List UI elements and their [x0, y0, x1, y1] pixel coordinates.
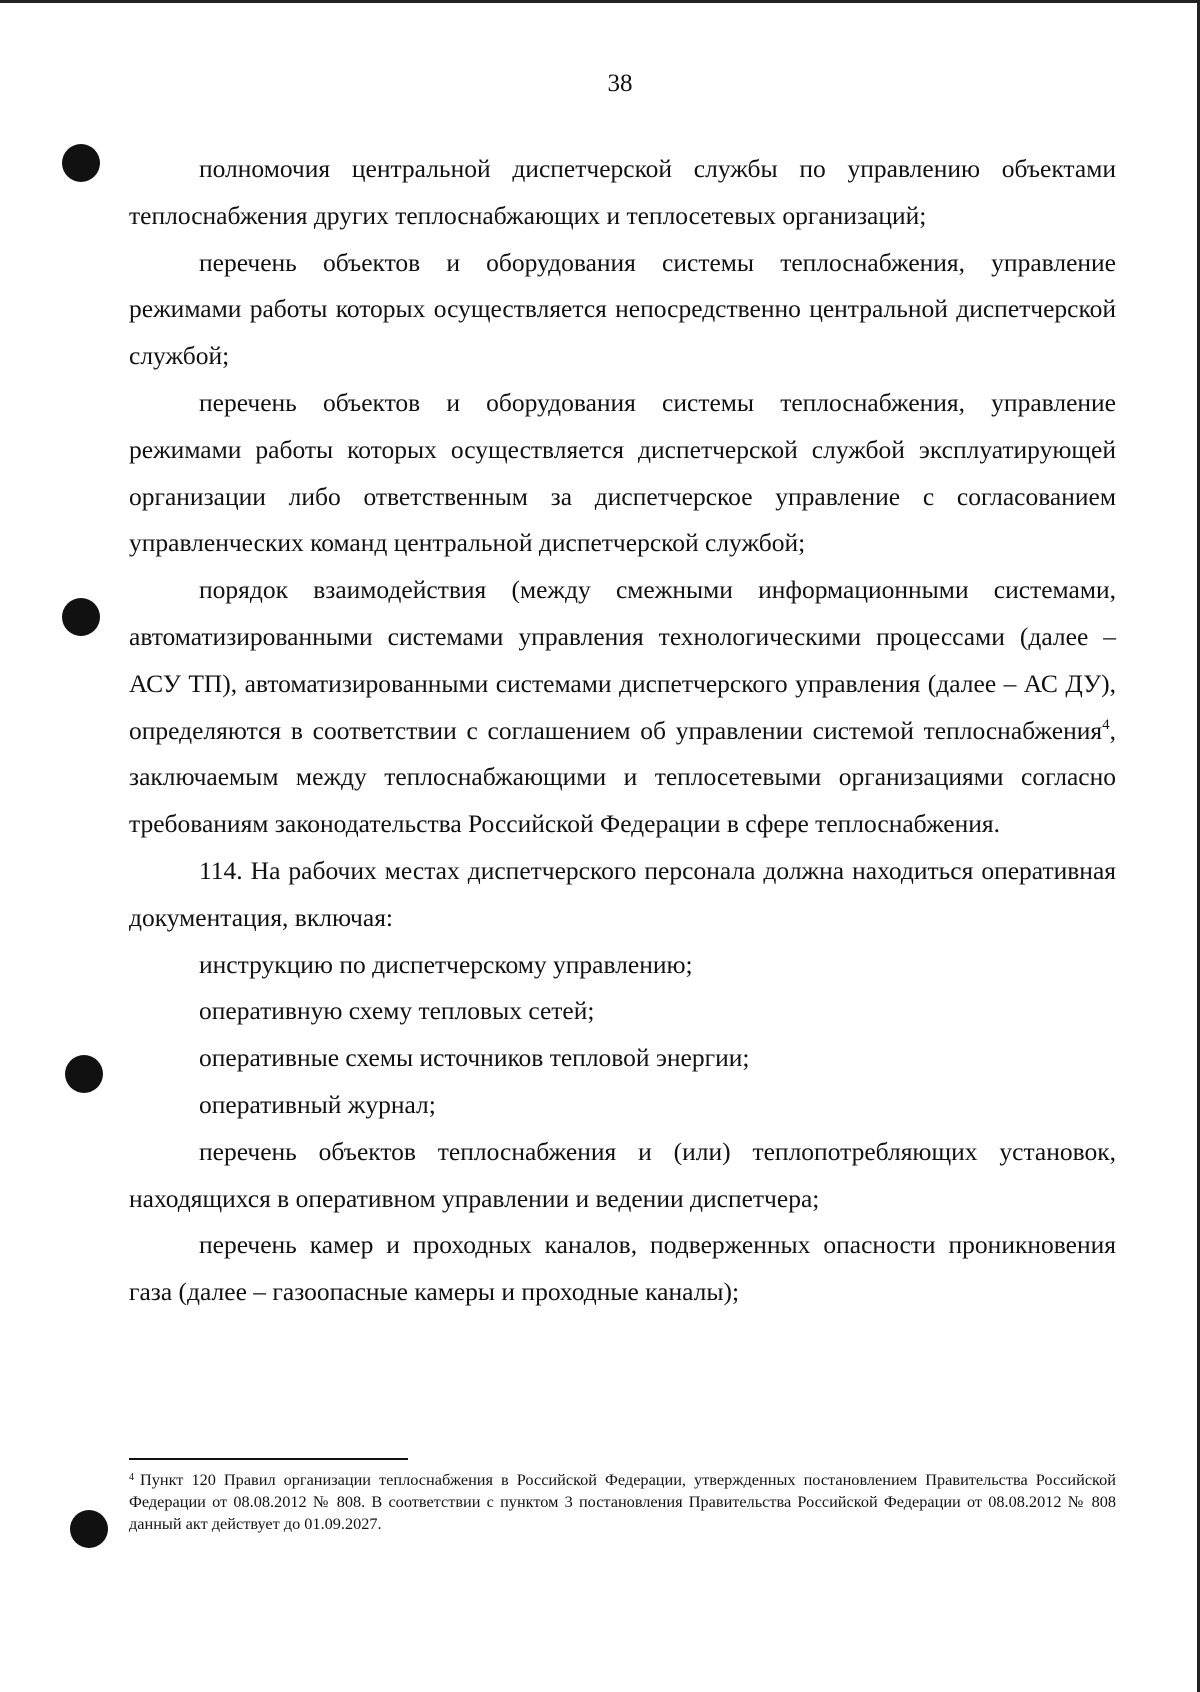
paragraph: полномочия центральной диспетчерской службы по управлению объектами теплоснабжения других теплоснабжающих и теплосетевых организаций; [129, 154, 1116, 230]
list-item: оперативный журнал; [199, 1089, 436, 1119]
punch-hole [65, 1055, 103, 1093]
page-number: 38 [607, 70, 633, 97]
footnote-separator [129, 1458, 408, 1460]
paragraph-text: , заключаемым между теплоснабжающими и теплосетевыми организациями согласно требованиям законодательства Российской Федерации в сфере теплоснабжения. [129, 715, 1116, 839]
paragraph: перечень объектов теплоснабжения и (или) теплопотребляющих установок, находящихся в оперативном управлении и ведении диспетчера; [129, 1136, 1116, 1213]
list-item: оперативные схемы источников тепловой энергии; [199, 1043, 750, 1073]
punch-hole [70, 1510, 108, 1548]
paragraph-text: порядок взаимодействия (между смежными информационными системами, автоматизированными системами управления технологическими процессами (далее – АСУ ТП), автоматизированными системами диспетчерского управления (далее – АС ДУ), определяются в соответствии с соглашением об управлении системой теплоснабжения [129, 575, 1116, 745]
list-item: оперативную схему тепловых сетей; [199, 996, 595, 1026]
page-border-top [0, 0, 1200, 3]
document-body [129, 146, 1116, 1316]
footnote-text: Пункт 120 Правил организации теплоснабжения в Российской Федерации, утвержденных постановлением Правительства Российской Федерации от 08.08.2012 № 808. В соответствии с пунктом 3 постановления Правительства Российской Федерации от 08.08.2012 № 808 данный акт действует до 01.09.2027. [129, 1470, 1116, 1533]
footnote-marker: 4 [129, 1472, 134, 1483]
paragraph [129, 567, 1116, 848]
paragraph: 114. На рабочих местах диспетчерского персонала должна находиться оперативная документация, включая: [129, 855, 1116, 932]
paragraph: перечень объектов и оборудования системы теплоснабжения, управление режимами работы которых осуществляется диспетчерской службой эксплуатирующей организации либо ответственным за диспетчерское управление с согласованием управленческих команд центральной диспетчерской службой; [129, 387, 1116, 558]
punch-hole [62, 144, 100, 182]
list-item: инструкцию по диспетчерскому управлению; [199, 949, 693, 979]
footnote [129, 1469, 1116, 1535]
footnote-reference: 4 [1102, 716, 1110, 733]
paragraph: перечень камер и проходных каналов, подверженных опасности проникновения газа (далее – газоопасные камеры и проходные каналы); [129, 1230, 1116, 1307]
paragraph: перечень объектов и оборудования системы теплоснабжения, управление режимами работы которых осуществляется непосредственно центральной диспетчерской службой; [129, 247, 1116, 371]
punch-hole [62, 598, 100, 636]
